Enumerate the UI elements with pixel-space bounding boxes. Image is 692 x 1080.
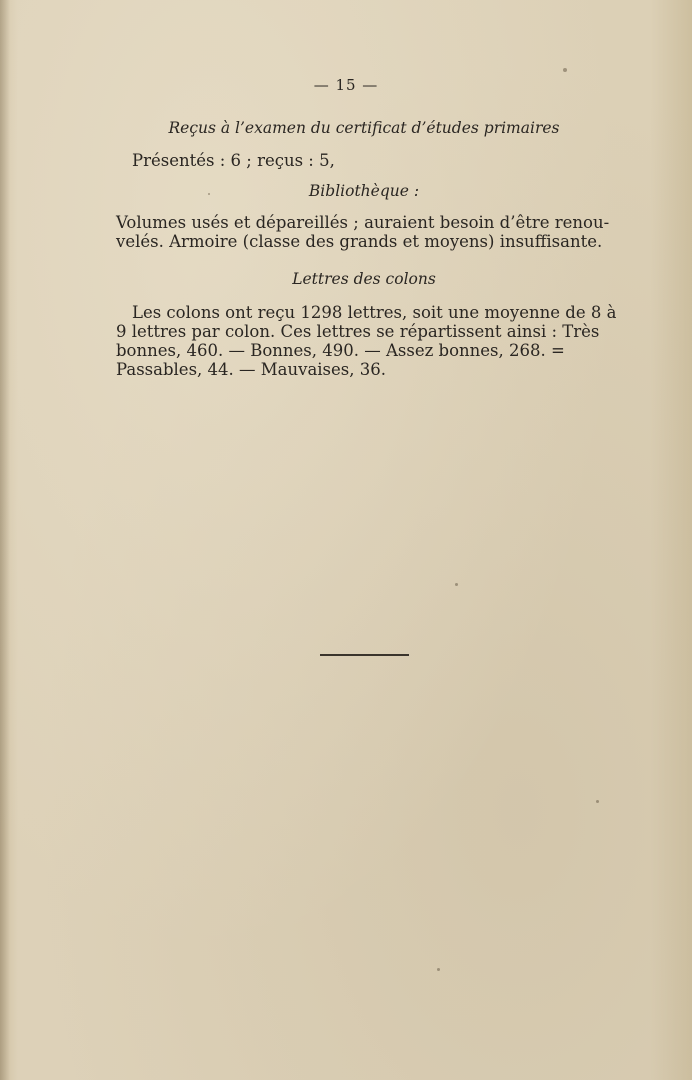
section-heading-recus: Reçus à l’examen du certificat d’études primaires: [168, 119, 560, 137]
text-line: velés. Armoire (classe des grands et moyens) insuffisante.: [116, 232, 603, 251]
paper-speck: [208, 193, 210, 195]
page-edge-shadow: [0, 0, 10, 1080]
paragraph-bibliotheque: [116, 213, 612, 251]
paragraph-presentes: Présentés : 6 ; reçus : 5,: [132, 151, 335, 170]
paper-speck: [455, 583, 458, 586]
paragraph-lettres: [116, 303, 617, 379]
paper-speck: [596, 800, 599, 803]
text-line: 9 lettres par colon. Ces lettres se répartissent ainsi : Très: [116, 322, 600, 341]
text-line: Passables, 44. — Mauvaises, 36.: [116, 360, 386, 379]
end-rule: [320, 654, 409, 656]
text-line: bonnes, 460. — Bonnes, 490. — Assez bonnes, 268. =: [116, 341, 565, 360]
text-line: Les colons ont reçu 1298 lettres, soit une moyenne de 8 à: [132, 303, 617, 322]
paper-speck: [437, 968, 440, 971]
page-number: — 15 —: [313, 76, 379, 94]
text-line: Volumes usés et dépareillés ; auraient besoin d’être renou-: [116, 213, 610, 232]
section-heading-bibliotheque: Bibliothèque :: [308, 182, 420, 200]
section-heading-lettres: Lettres des colons: [292, 270, 436, 288]
paper-speck: [563, 68, 567, 72]
